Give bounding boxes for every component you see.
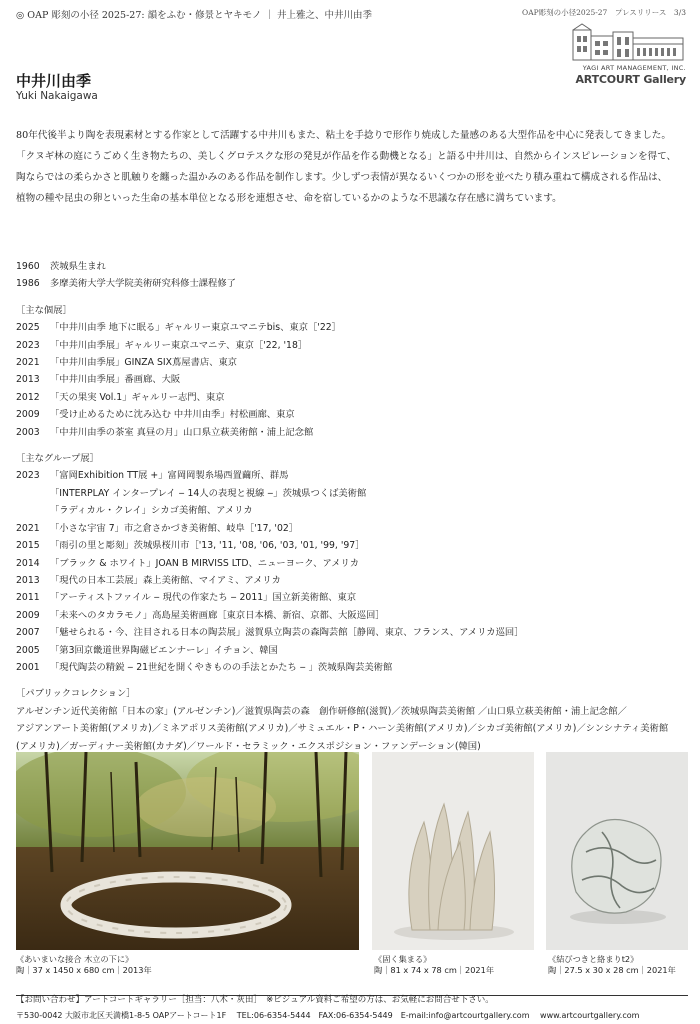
exhibition-text: 「天の果実 Vol.1」ギャルリー志門、東京 [50,391,225,403]
exhibition-text: 「中井川由季展」ギャルリー東京ユマニテ、東京［'22, '18］ [50,339,308,351]
gallery-logo [571,22,686,88]
collection-list [16,703,688,755]
year: 2021 [16,357,40,369]
year: 2013 [16,374,40,386]
solo-section-title: ［主な個展］ [16,304,72,316]
year [16,485,50,502]
list-item [16,537,688,554]
list-item [16,485,688,502]
exhibition-text: 「ブラック & ホワイト」JOAN B MIRVISS LTD、ニューヨーク、アメリカ [50,557,360,569]
artist-bio [16,125,688,209]
artwork-title: 《あいまいな接合 木立の下に》 [16,954,134,964]
group-list [16,467,688,676]
year: 2014 [16,557,40,569]
list-item [16,659,688,676]
list-item [16,642,688,659]
solo-list [16,319,688,441]
footer-address: 〒530-0042 大阪市北区天満橋1-8-5 OAPアートコート1F TEL:06-6354-5444 FAX:06-6354-5449 E-mail:info@artcourtgallery.com www.artcourtgallery.com [16,1011,640,1020]
year: 2023 [16,339,40,351]
exhibition-text: 「雨引の里と彫刻」茨城県桜川市［'13, '11, '08, '06, '03, '01, '99, '97］ [50,540,365,552]
bio-line: 80年代後半より陶を表現素材とする作家として活躍する中井川もまた、粘土を手捻りで形作り焼成した量感のある大型作品を中心に発表してきました。 [16,130,671,141]
collection-line: アジアンアート美術館(アメリカ)／ミネアポリス美術館(アメリカ)／サミュエル・P・ハーン美術館(アメリカ)／シカゴ美術館(アメリカ)／シンシナティ美術館 [16,723,669,735]
year: 2009 [16,409,40,421]
artist-name: 中井川由季 [16,72,92,90]
list-item [16,258,688,275]
artist-roman-name: Yuki Nakaigawa [16,90,98,102]
year: 2021 [16,522,40,534]
year [16,502,50,519]
list-item [16,624,688,641]
list-item [16,371,688,388]
list-item [16,406,688,423]
year: 2001 [16,661,40,673]
artwork-detail: 陶｜81 x 74 x 78 cm｜2021年 [374,965,495,975]
exhibition-text: 「中井川由季展」GINZA SIX蔦屋書店、東京 [50,357,238,369]
year: 2011 [16,592,40,604]
exhibition-text: 「第3回京畿道世界陶磁ビエンナーレ」イチョン、韓国 [50,644,278,656]
list-item [16,275,688,292]
career-list [16,258,688,755]
logo-company-name: YAGI ART MANAGEMENT, INC. [582,64,686,72]
year: 2007 [16,627,40,639]
list-item [16,319,688,336]
year: 2015 [16,540,40,552]
list-item [16,589,688,606]
year: 2005 [16,644,40,656]
exhibition-text: 「魅せられる・今、注目される日本の陶芸展」滋賀県立陶芸の森陶芸館［静岡、東京、フランス、アメリカ巡回］ [50,627,524,639]
year: 2012 [16,391,40,403]
year: 2025 [16,322,40,334]
list-item [16,607,688,624]
year: 2013 [16,574,40,586]
artwork-photo-forest-ring [16,752,359,950]
list-item [16,502,688,519]
year: 2003 [16,426,40,438]
artwork-title: 《固く集まる》 [374,954,432,964]
year: 2023 [16,470,40,482]
bio-line: 「クヌギ林の庭にうごめく生き物たちの、美しくグロテスクな形の発見が作品を作る動機となる」と語る中井川は、自然からインスピレーションを得て、 [16,151,677,162]
list-item [16,572,688,589]
artwork-detail: 陶｜37 x 1450 x 680 cm｜2013年 [16,965,152,975]
page-header-page-info: OAP彫刻の小径2025-27 プレスリリース 3/3 [522,8,686,17]
group-section-title: ［主なグループ展］ [16,453,99,465]
artwork-photo-entwined [546,752,688,950]
exhibition-text: 「受け止めるために沈み込む 中井川由季」村松画廊、東京 [50,409,295,421]
artwork-title: 《結びつきと絡まりt2》 [548,954,639,964]
list-item [16,337,688,354]
artwork-caption [548,954,676,976]
exhibition-text: 「ラディカル・クレイ」シカゴ美術館、アメリカ [50,505,253,517]
exhibition-text: 「中井川由季の茶室 真昼の月」山口県立萩美術館・浦上記念館 [50,426,314,438]
exhibition-text: 「INTERPLAY インタープレイ ‒ 14人の表現と視線 ‒」茨城県つくば美術館 [50,487,367,499]
collection-section-title: ［パブリックコレクション］ [16,688,136,700]
year: 1960 [16,261,40,272]
exhibition-text: 「アーティストファイル ‒ 現代の作家たち ‒ 2011」国立新美術館、東京 [50,592,357,604]
exhibition-text: 「現代の日本工芸展」森上美術館、マイアミ、アメリカ [50,574,281,586]
career-text: 多摩美術大学大学院美術研究科修士課程修了 [50,278,236,290]
artwork-caption [16,954,152,976]
exhibition-text: 「富岡Exhibition TT展 +」富岡岡製糸場西置繭所、群馬 [50,470,289,482]
gallery-building-icon [571,22,686,64]
exhibition-text: 「中井川由季 地下に眠る」ギャルリー東京ユマニテbis、東京［'22］ [50,322,341,334]
collection-line: アルゼンチン近代美術館「日本の家」(アルゼンチン)／滋賀県陶芸の森 創作研修館(滋賀)／茨城県陶芸美術館 ／山口県立萩美術館・浦上記念館／ [16,705,627,717]
list-item [16,389,688,406]
list-item [16,354,688,371]
exhibition-text: 「小さな宇宙 7」市之倉さかづき美術館、岐阜［'17, '02］ [50,522,299,534]
bio-line: 陶ならではの柔らかさと肌触りを纏った温かみのある作品を制作します。少しずつ表情が異なるいくつかの形を並べたり積み重ねて構成される作品は、 [16,172,668,183]
artwork-detail: 陶｜27.5 x 30 x 28 cm｜2021年 [548,965,676,975]
logo-gallery-name: ARTCOURT Gallery [575,73,686,86]
list-item [16,555,688,572]
exhibition-text: 「未来へのタカラモノ」高島屋美術画廊［東京日本橋、新宿、京都、大阪巡回］ [50,609,385,621]
year: 1986 [16,278,40,290]
list-item [16,467,688,484]
collection-line: (アメリカ)／ガーディナー美術館(カナダ)／ワールド・セラミック・エクスポジション・ファンデーション(韓国) [16,740,481,752]
artwork-caption [374,954,494,976]
exhibition-text: 「現代陶芸の精鋭 ‒ 21世紀を開くやきものの手法とかたち ‒ 」茨城県陶芸美術館 [50,661,393,673]
bio-line: 植物の種や昆虫の卵といった生命の基本単位となる形を連想させ、命を宿しているかのような不思議な存在感に満ちています。 [16,193,562,204]
artwork-photo-clustered-cones [372,752,534,950]
list-item [16,424,688,441]
page-header-title: ◎ OAP 彫刻の小径 2025-27: 韻をふむ・修景とヤキモノ ｜ 井上雅之、中井川由季 [16,10,373,21]
list-item [16,520,688,537]
exhibition-text: 「中井川由季展」番画廊、大阪 [50,374,181,386]
career-text: 茨城県生まれ [50,261,106,272]
footer-contact: 【お問い合わせ】アートコートギャラリー［担当：八木・灰田］ ※ビジュアル資料ご希望の方は、お気軽にお問合せ下さい。 [16,995,494,1005]
year: 2009 [16,609,40,621]
